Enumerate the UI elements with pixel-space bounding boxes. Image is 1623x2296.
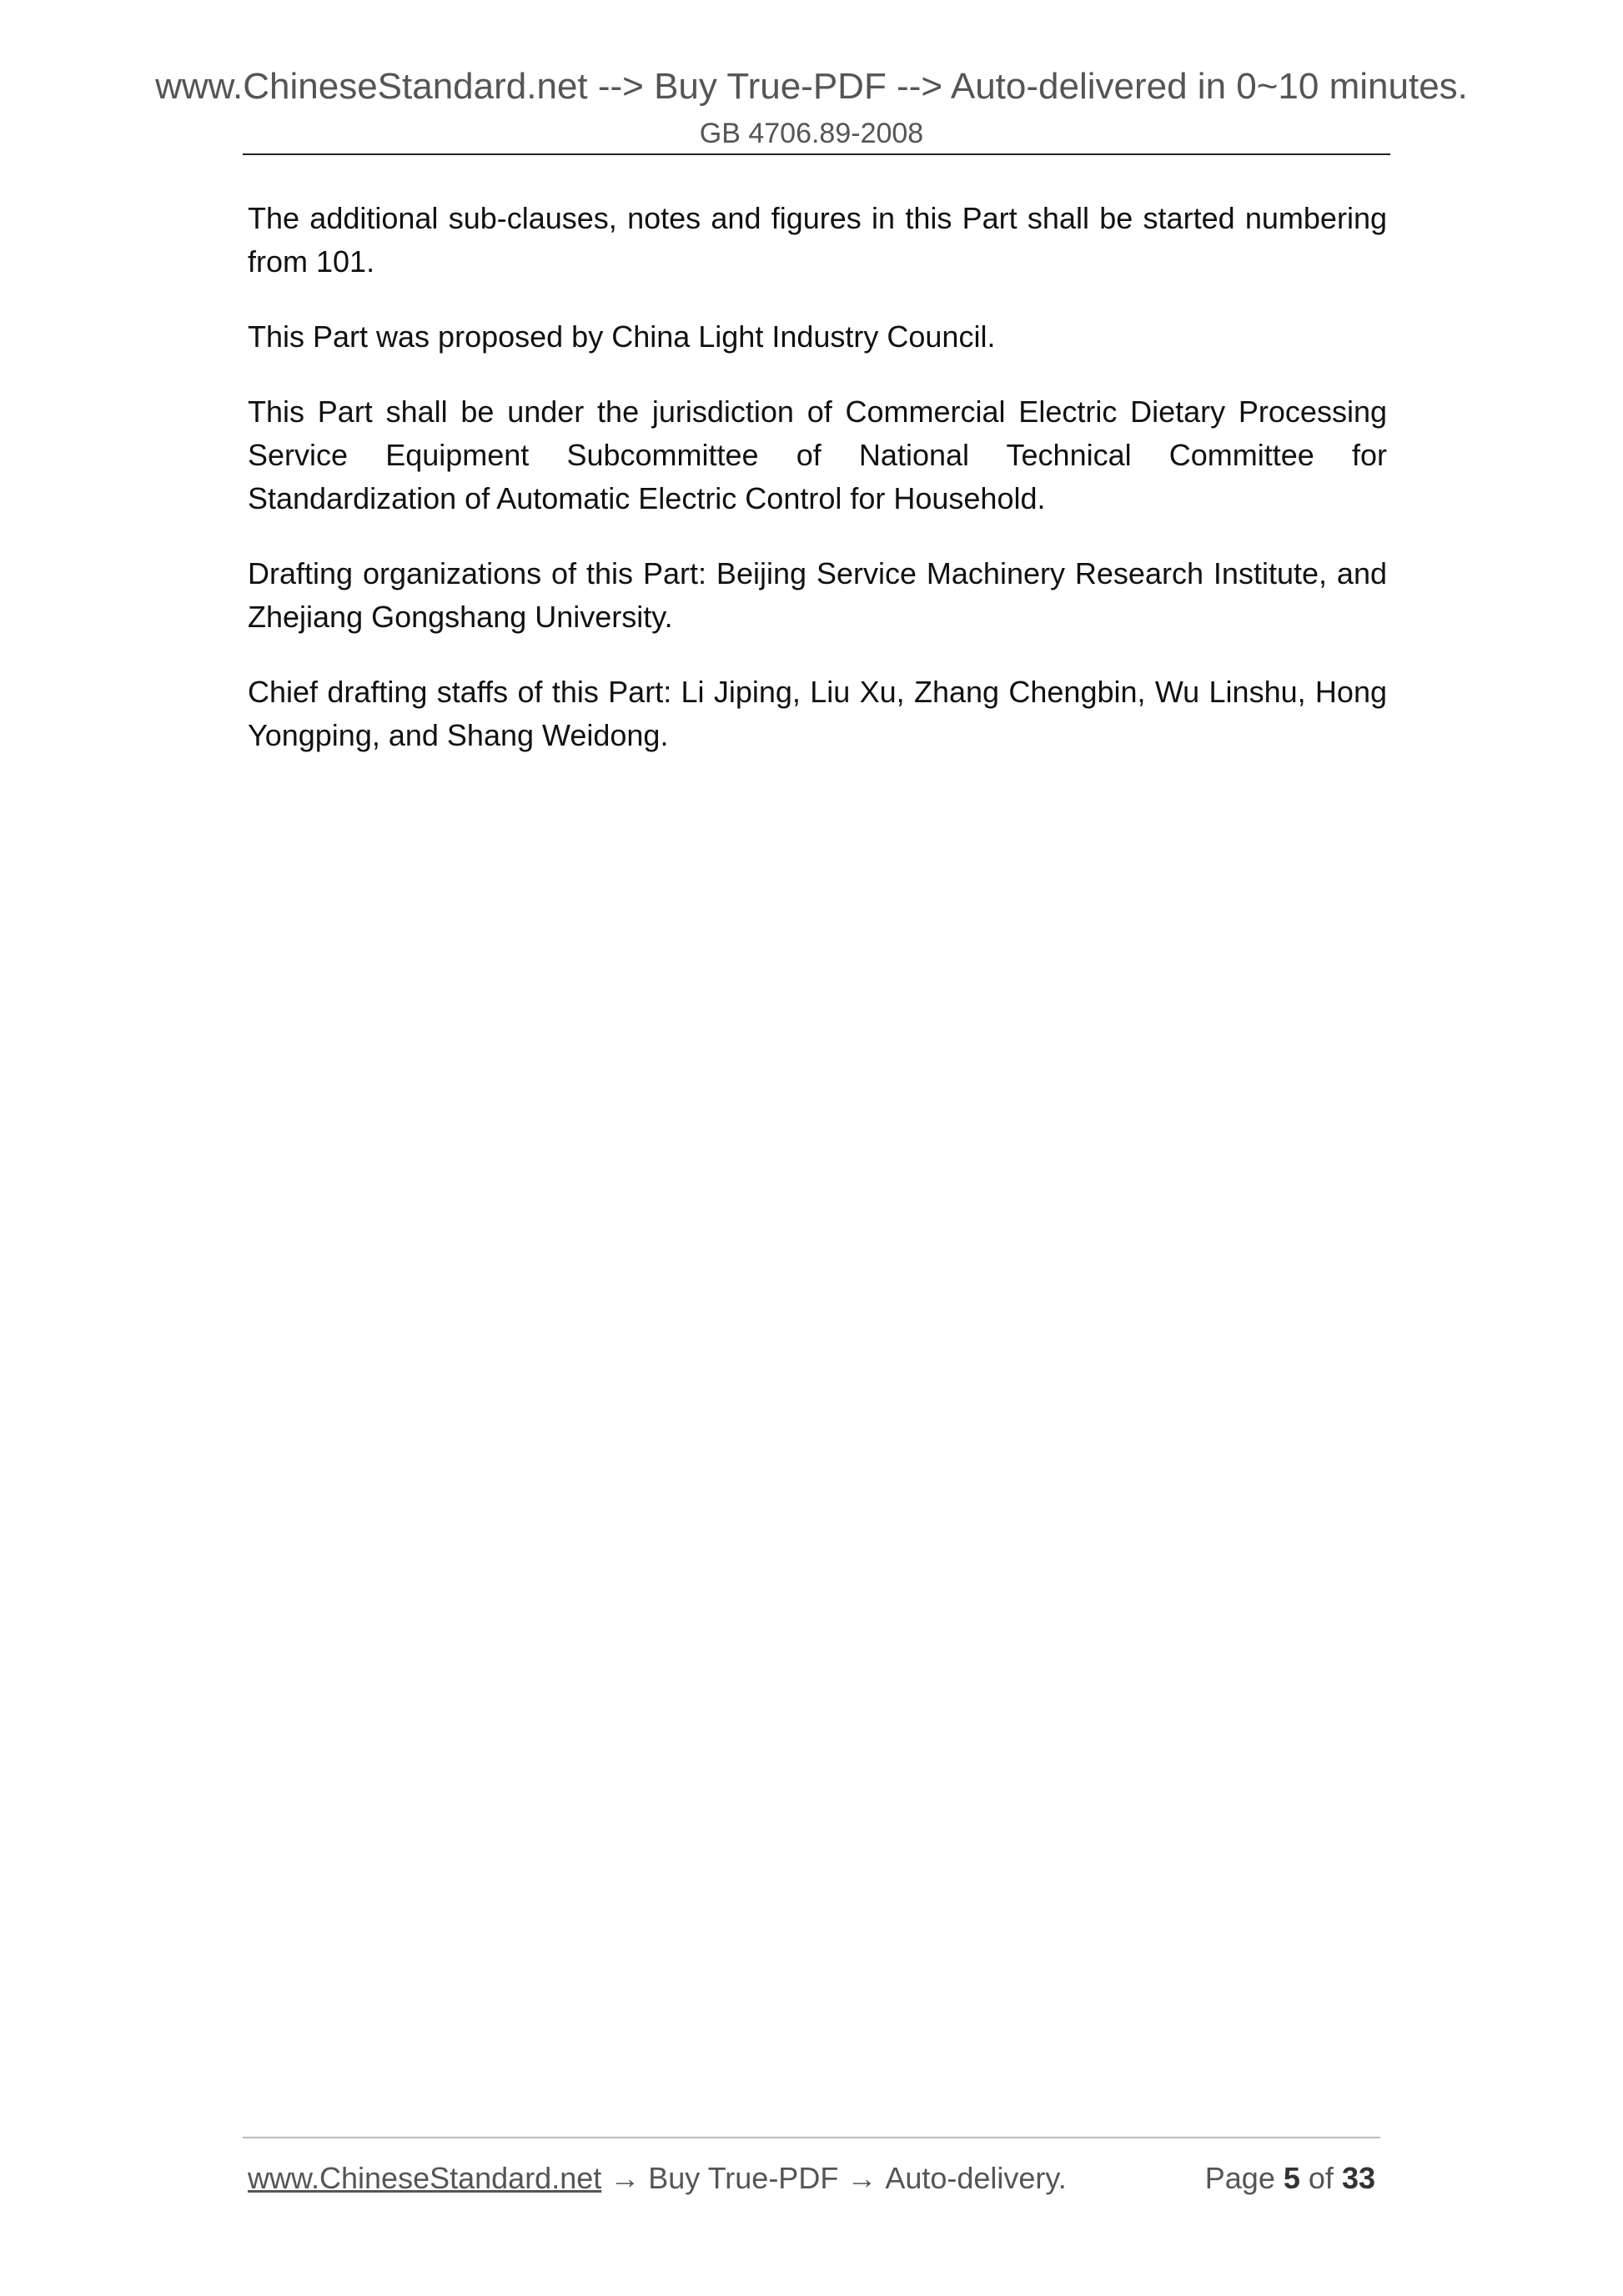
footer-site-link[interactable]: www.ChineseStandard.net: [248, 2161, 602, 2195]
header-divider: [243, 153, 1390, 155]
paragraph-drafting-organizations: Drafting organizations of this Part: Beijing Service Machinery Research Institute, and Zhejiang Gongshang University.: [248, 556, 1387, 634]
page-of: of: [1308, 2161, 1334, 2195]
arrow-right-icon: →: [610, 2161, 641, 2195]
standard-code: GB 4706.89-2008: [699, 118, 924, 149]
page-number: [1205, 2158, 1375, 2198]
page-current: 5: [1283, 2161, 1300, 2195]
paragraph-drafting-staffs: Chief drafting staffs of this Part: Li Jiping, Liu Xu, Zhang Chengbin, Wu Linshu, Hong Yongping, and Shang Weidong.: [248, 675, 1387, 752]
footer-delivery-text: Auto-delivery.: [885, 2161, 1067, 2195]
footer-links: [248, 2158, 1067, 2198]
paragraph-proposed-by: This Part was proposed by China Light Industry Council.: [248, 319, 996, 354]
paragraph-jurisdiction: This Part shall be under the jurisdiction of Commercial Electric Dietary Processing Service Equipment Subcommittee of National Technical Committee for Standardization of Automatic Electric Control for Household.: [248, 394, 1387, 515]
page-label: Page: [1204, 2161, 1275, 2195]
footer-buy-text: Buy True-PDF: [648, 2161, 839, 2195]
arrow-right-icon: →: [847, 2161, 877, 2195]
header-banner: www.ChineseStandard.net --> Buy True-PDF --> Auto-delivered in 0~10 minutes.: [155, 66, 1468, 107]
page-total: 33: [1341, 2161, 1375, 2195]
paragraph-numbering: The additional sub-clauses, notes and figures in this Part shall be started numbering from 101.: [248, 201, 1387, 279]
document-body: [248, 197, 1387, 789]
footer-divider: [243, 2137, 1380, 2138]
